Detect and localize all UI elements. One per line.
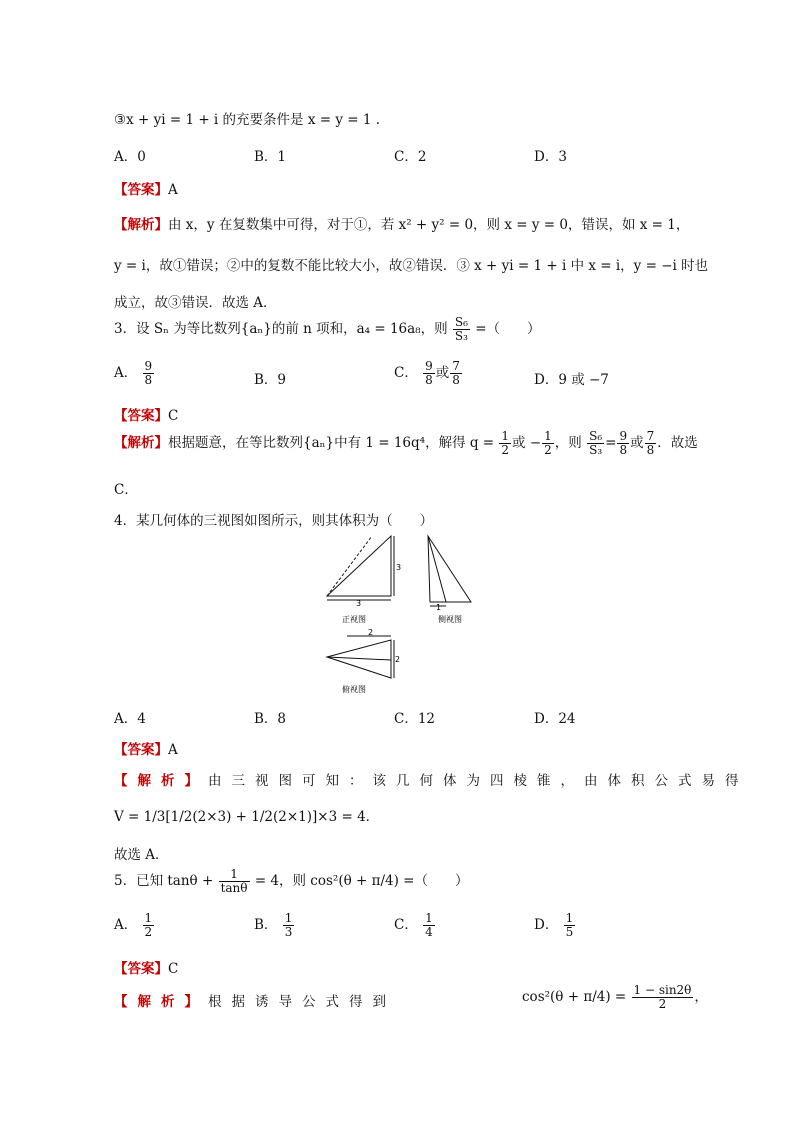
q3-ana-text: ．故选: [657, 435, 698, 451]
frac-den: 4: [425, 925, 433, 939]
q2-option-c: C．2: [394, 149, 427, 165]
q2-answer-value: A: [168, 182, 178, 198]
q2-option-a: A．0: [114, 149, 146, 165]
opt-label: C．: [394, 917, 418, 933]
frac-1-4: [423, 912, 435, 939]
q5-analysis-formula: cos²(θ + π/4) = $\frac{1 - \sin 2\theta}{2}$ ，: [522, 983, 708, 1011]
front-height-label: 3: [396, 563, 402, 572]
q4-analysis-line2: V = 1/3[1/2(2×3) + 1/2(2×1)]×3 = 4．: [114, 809, 380, 825]
frac-num: 1: [284, 911, 293, 925]
q3-answer-value: C: [168, 408, 179, 424]
q4-analysis-line3: 故选 A．: [114, 847, 169, 863]
q3-stem-text: 3．设 Sₙ 为等比数列{aₙ}的前 n 项和，a₄ = 16a₈，则: [114, 321, 448, 337]
opt-label: D．: [534, 917, 559, 933]
answer-tag: 【答案】: [114, 961, 168, 977]
frac-num: S₆: [589, 429, 603, 443]
frac-1-tan: [219, 868, 250, 895]
top-view-label: 俯视图: [342, 685, 366, 694]
frac-formula: [632, 984, 694, 1011]
frac-den: 8: [425, 373, 433, 387]
q3-ana-text: 或: [630, 435, 644, 451]
frac-7-8: [645, 430, 657, 457]
q2-option-b: B．1: [254, 149, 287, 165]
frac-den: tanθ: [220, 881, 248, 895]
frac-1-2: [499, 430, 511, 457]
q4-analysis-line1: [114, 769, 749, 789]
q3-ana-text: =: [605, 435, 617, 451]
front-view-label: 正视图: [342, 615, 366, 624]
frac-den: 5: [565, 925, 574, 939]
front-width-label: 3: [356, 599, 362, 608]
side-view: [428, 536, 471, 606]
q5-answer-value: C: [168, 961, 179, 977]
frac-den: S₃: [589, 443, 603, 457]
q5-stem-text: = 4，则 cos²(θ + π/4) =（ ）: [254, 873, 469, 889]
q3-analysis-line2: C．: [114, 482, 138, 498]
q2-analysis-line1: [114, 213, 689, 233]
frac-den: 3: [284, 925, 293, 939]
q3-answer: [114, 404, 178, 424]
q4-option-a: A．4: [114, 711, 146, 727]
q4-ana-text: 由三视图可知：该几何体为四棱锥，由体积公式易得: [208, 773, 749, 789]
frac-den: 8: [619, 443, 628, 457]
frac-num: 1: [501, 429, 510, 443]
q2-analysis-line3: 成立，故③错误．故选 A．: [114, 295, 277, 311]
q3-option-b: B．9: [254, 372, 287, 388]
answer-tag: 【答案】: [114, 742, 168, 758]
frac-9-8: [423, 360, 435, 387]
frac-den: 8: [452, 373, 460, 387]
frac-num: 9: [619, 429, 628, 443]
q3-option-d: D．9 或 −7: [534, 372, 609, 388]
statement-3: ③x + yi = 1 + i 的充要条件是 x = y = 1 .: [114, 112, 381, 128]
q3-analysis-line1: [114, 430, 698, 457]
top-width-label: 2: [368, 628, 374, 637]
frac-1-3: [283, 912, 295, 939]
answer-tag: 【答案】: [114, 408, 168, 424]
frac-den: 8: [646, 443, 655, 457]
q4-option-b: B．8: [254, 711, 287, 727]
answer-tag: 【答案】: [114, 182, 168, 198]
q5-ana-text: 根据诱导公式得到: [208, 994, 396, 1010]
frac-9-8: [617, 430, 629, 457]
q3-ana-text: ，则: [554, 435, 582, 451]
analysis-tag: 【解析】: [114, 994, 208, 1010]
frac-num: 7: [646, 429, 655, 443]
analysis-tag: 【解析】: [114, 217, 168, 233]
frac-num: 9: [144, 359, 153, 373]
frac-den: 2: [658, 997, 667, 1011]
q3-option-a: [114, 360, 155, 387]
s6-over-s3: [453, 316, 470, 343]
frac-den: 2: [544, 443, 552, 457]
q2-answer: [114, 178, 178, 198]
q5-option-a: [114, 912, 155, 939]
q4-option-d: D．24: [534, 711, 576, 727]
frac-num: 7: [452, 359, 460, 373]
q2-analysis-line2: y = i，故①错误；②中的复数不能比较大小，故②错误．③ x + yi = 1 + i 中 x = i，y = −i 时也: [114, 258, 709, 274]
frac-num: 1: [565, 911, 574, 925]
frac-9-8: [143, 360, 155, 387]
top-view: [327, 636, 394, 678]
opt-label: B．: [254, 917, 278, 933]
frac-den: 8: [144, 373, 153, 387]
frac-7-8: [450, 360, 462, 387]
opt-label: A．: [114, 365, 138, 381]
q5-answer: [114, 957, 178, 977]
analysis-tag: 【解析】: [114, 773, 208, 789]
q4-option-c: C．12: [394, 711, 436, 727]
opt-label: A．: [114, 917, 138, 933]
side-view-label: 侧视图: [438, 615, 462, 624]
q2-option-d: D．3: [534, 149, 567, 165]
front-view: [327, 536, 394, 600]
q3-ana-text: 根据题意，在等比数列{aₙ}中有 1 = 16q⁴，解得 q =: [168, 435, 495, 451]
q4-answer-value: A: [168, 742, 178, 758]
frac-num: S₆: [454, 315, 468, 329]
frac-den: S₃: [454, 329, 468, 343]
q3-option-c: [394, 360, 463, 387]
q5-analysis-line1: [114, 990, 396, 1010]
top-height-label: 2: [395, 655, 401, 664]
frac-num: 1: [544, 429, 552, 443]
frac-den: 2: [501, 443, 510, 457]
q5-stem-text: 5．已知 tanθ +: [114, 873, 214, 889]
frac-num: 9: [425, 359, 433, 373]
q5-stem: [114, 868, 469, 895]
frac-den: 2: [144, 925, 153, 939]
frac-num: 1: [144, 911, 153, 925]
q2-analysis-text1: 由 x，y 在复数集中可得，对于①，若 x² + y² = 0，则 x = y = 0，错误，如 x = 1，: [168, 217, 690, 233]
q5-option-b: [254, 912, 295, 939]
q5-option-d: [534, 912, 576, 939]
side-width-label: 1: [436, 603, 442, 612]
q3-ana-text: 或 −: [512, 435, 542, 451]
frac-1-2: [542, 430, 554, 457]
frac-num: 1: [425, 911, 433, 925]
q4-stem: 4．某几何体的三视图如图所示，则其体积为（ ）: [114, 513, 434, 529]
frac-num: 1 − sin2θ: [633, 983, 692, 997]
q4-answer: [114, 738, 178, 758]
formula-lhs: cos²(θ + π/4) =: [522, 989, 627, 1005]
three-view-figure: [320, 530, 480, 696]
frac-1-5: [564, 912, 576, 939]
q3-stem-tail: =（ ）: [475, 321, 541, 337]
or-word: 或: [435, 365, 450, 381]
q5-option-c: [394, 912, 436, 939]
frac-num: 1: [219, 868, 250, 882]
s6-over-s3: [587, 430, 604, 457]
opt-label: C．: [394, 365, 418, 381]
analysis-tag: 【解析】: [114, 435, 168, 451]
q3-stem: [114, 316, 541, 343]
frac-1-2: [143, 912, 155, 939]
